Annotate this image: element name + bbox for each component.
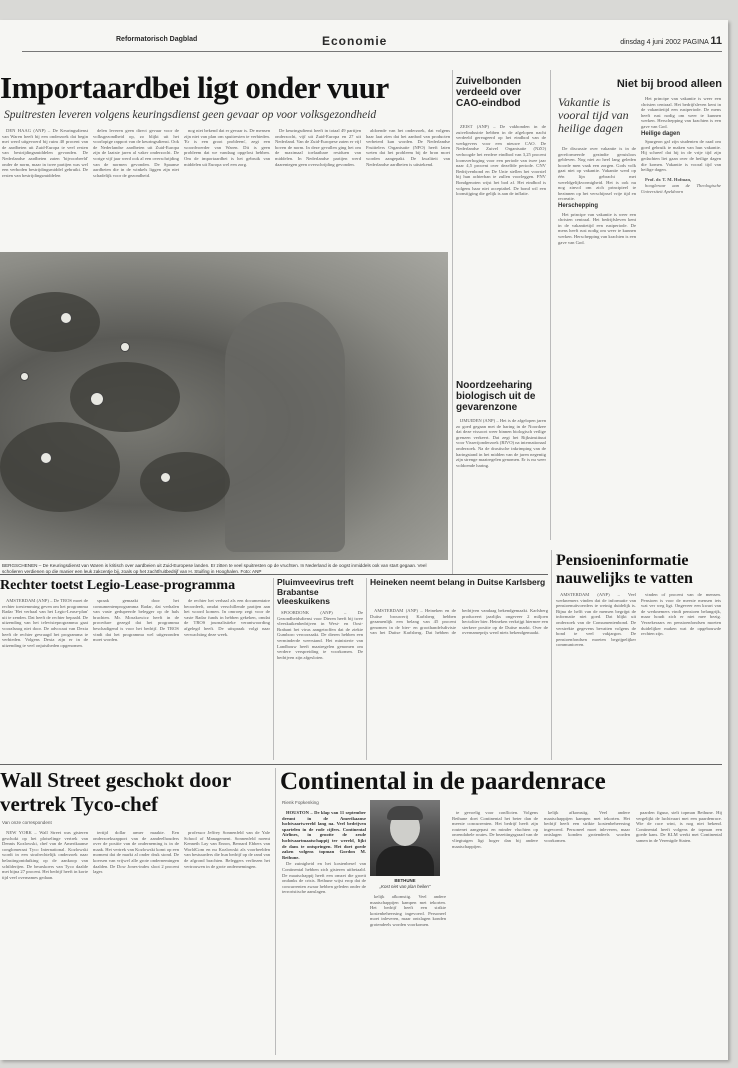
- pensioen-column-2: vinden of procent van de mensen. Pensioen is voor de meeste mensen iets wat ver weg ligt. Ongeveer een kwart van de werknemers vindt pensioen belangrijk, maar houdt zich er niet mee bezig. Verzekeraars en pensioenfondsen moeten duidelijker maken wat de opgebouwde rechten zijn.: [641, 592, 721, 637]
- photo-caption: BERGSCHENEN – De Keuringsdienst van Waren is kritisch over aardbeien uit Zuid-Europese landen. Er zitten te veel spuitresten op de vruchten. In Nederland is de oogst inmiddels ook van start gegaan. Veel scholieren verdienen op die manier een leuk zakcentje bij, zoals op het zachtfruitbedrijf van H. Stuifing in Hooghalen. Foto: ANP: [2, 563, 427, 574]
- page-date: dinsdag 4 juni 2002 PAGINA 11: [620, 35, 722, 47]
- photo-person: [225, 302, 345, 552]
- wallstreet-byline: Van onze correspondent: [2, 820, 52, 825]
- cao-headline: Zuivelbonden verdeeld over CAO-eindbod: [456, 76, 522, 109]
- newspaper-page: [0, 20, 728, 1060]
- continental-column-5: paarden figuur, stelt topman Bethune. Hij vergelijkt de luchtvaart met een paardenrace. Wie de race wint, is nog niet bekend. Continental heeft volgens de topman een goede kans. De KLM werkt met Continental samen in de Verenigde Staten.: [636, 810, 722, 843]
- bethune-portrait: [370, 800, 440, 876]
- continental-column-2: kelijk afkomstig. Veel andere maatschappijen kampen met tekorten. Het bedrijf heeft een strikte kostenbeheersing ingevoerd. Personeel moet inleveren, maar ontslagen konden grotendeels worden voorkomen.: [370, 894, 446, 927]
- lead-headline: Importaardbei ligt onder vuur: [0, 70, 389, 105]
- column-subhead-herschepping: Herschepping: [558, 202, 599, 209]
- lead-column-5: aldoende van het onderzoek, dat volgens haar laat zien dat het aanbod van producten verbeterd kan worden. De Nederlandse Fruittelers Organisatie (NFO) heeft laten weten dat het probleem bij de bron moet worden aangepakt. De kwaliteit van Nederlandse aardbeien is uitstekend.: [366, 128, 450, 167]
- wallstreet-column-3: professor Jeffrey Sonnenfeld van de Yale School of Management. Sonnenfeld noemt Kenneth Lay van Enron, Bernard Ebbers van WorldCom en nu Kozlowski als voorbeelden van bestuurders die hun bedrijf op de rand van de afgrond brachten. Beleggers verliezen het vertrouwen in de grote ondernemingen.: [184, 830, 270, 869]
- continental-headline: Continental in de paardenrace: [280, 768, 606, 795]
- legio-headline: Rechter toetst Legio-Lease-programma: [0, 578, 236, 593]
- heineken-article: AMSTERDAM (ANP) – Heineken en de Duitse brouwerij Karlsberg hebben gezamenlijk een belang van 45 procent genomen in de bier- en groothandelsdivisie van het Duitse Karlsberg. Dat hebben de bedrijven vandaag bekendgemaakt. Karlsberg produceert jaarlijks ongeveer 2 miljoen hectoliter bier. Heineken verkrijgt hiermee een sterkere positie op de Duitse markt. Over de overnameprijs werd niets bekendgemaakt.: [370, 608, 548, 636]
- cao-article: ZEIST (ANP) – De vakbonden in de zuivelindustrie hebben in de afgelopen nacht verdeeld gereageerd op het eindbod van de werkgevers voor een nieuwe CAO. De Nederlandse Zuivel Organisatie (NZO) verhoogde het eerdere eindbod van 3,25 procent loonsverhoging voor een periode van twee jaar naar 4,5 procent over dezelfde periode. CNV Bedrijvenbond en De Unie stellen het voorstel bij hun achterban te zullen voorleggen. FNV Bondgenoten wijst het bod af. Het eindbod is volgens haar niet acceptabel. De bond wil een loonstijging die gelijk is aan de inflatie.: [456, 124, 546, 197]
- wallstreet-column-2: tertijd dollar armer maakte. Een onderzoeksrapport van de aandeelhouders over de positie van de onderneming is in de maak. Het vertrek van Kozlowski komt op een moment dat de markt al onder druk stond. De koersen van vrijwel alle grote ondernemingen daalden. De Dow Jones-index sloot 2 procent lager.: [93, 830, 179, 875]
- lead-column-3: nog niet bekend dat er gevaar is. De mensen zijn niet van plan om spuitresten te verbieden. 'Er is een groot probleem', zegt een woordvoerder van Waren. Dit is geen probleem dat we vandaag opgelost hebben. Om de importaardbei is het gebruik van middelen uit Europa wel een zorg.: [184, 128, 270, 167]
- haring-article: IJMUIDEN (ANP) – Het is de afgelopen jaren zo goed gegaan met de haring in de Noordzee dat deze vissoort weer binnen biologisch veilige grenzen verkeert. Dat zegt het Rijksinstituut voor Visserijonderzoek (RIVO) na internationaal onderzoek. Na de drastische inkrimping van de haringstand in het midden van de jaren negentig zijn strenge maatregelen genomen. Er is nu weer voldoende haring.: [456, 418, 546, 468]
- haring-headline: Noordzeeharing biologisch uit de gevarenzone: [456, 380, 536, 413]
- lead-column-1: DEN HAAG (ANP) – De Keuringsdienst van Waren heeft bij een onderzoek dat begin mei werd uitgevoerd bij ruim 40 procent van de aardbeien uit Zuid-Europa te veel resten van bestrijdingsmiddelen gevonden. De Nederlandse aardbeien zaten 'bijvoorbeeld' onder de norm, maar in twee partijen was wel een verboden bestrijdingsmiddel gebruikt. De resten van bestrijdingsmiddelen: [2, 128, 88, 178]
- pluimvee-article: SPOORDONK (ANP) – De Gezondheidsdienst voor Dieren heeft bij twee vleeskuikenbedrijven in West- en Oost-Brabant het virus aangetroffen dat de ziekte Gumboro veroorzaakt. De dieren hebben een verminderde weerstand. Het ministerie van Landbouw heeft maatregelen genomen om verdere verspreiding te voorkomen. De bedrijven zijn afgesloten.: [277, 610, 363, 660]
- lead-column-4: De keuringsdienst heeft in totaal 49 partijen onderzocht, vijf uit Zuid-Europa en 27 uit Nederland. Van de Zuid-Europese zaten er vijf boven de norm. In deze gevallen ging het om de maximaal toelaatbare residuen van middelen. In Nederlandse partijen werd daarentegen geen overschrijding gevonden.: [275, 128, 361, 167]
- section-title: Economie: [322, 34, 388, 48]
- continental-column-4: kelijk afkomstig. Veel andere maatschappijen kampen met tekorten. Het bedrijf heeft een strikte kostenbeheersing ingevoerd. Personeel moet inleveren, maar ontslagen konden grotendeels worden voorkomen.: [544, 810, 630, 843]
- column-article-1: De discussie over vakantie is in de gereformeerde gezindte geruisloos gebleven. Nog niet zo heel lang geleden hoorde men vaak een zorgen. Gods volk gaat niet op vakantie. Vakantie werd op één lijn gebracht met wereldgelijkvormigheid. Het is ook nu nog zinvol om zich principieel te bezinnen op het verschijnsel vrije tijd en recreatie. Herschepping Het principe van vakantie is weer een christen centraal. Het bedrijfsleven kent in de vakantietijd een rustperiode. De mens heeft rust nodig om weer te kunnen werken. Herschepping van krachten is een gave van God.: [558, 146, 636, 245]
- legio-column-3: de rechter het verhaal als een documentaire beoordeelt, omdat verschillende partijen aan het woord komen. In omroep zegt voor de vaste Radar funds in hebben gekeken, omdat de TROS journalistieke verantwoording afgelegd heeft. De uitspraak volgt naar verwachting deze week.: [184, 598, 270, 637]
- continental-column-3: te gevoelig voor conflicten. Volgens Bethune doet Continental het beter dan de meeste concurrenten. Het bedrijf heeft zijn routenet aangepast en minder vluchten op onrendabele routes. De bezettingsgraad van de vliegtuigen ligt hoger dan bij andere maatschappijen.: [452, 810, 538, 849]
- heineken-headline: Heineken neemt belang in Duitse Karlsberg: [370, 577, 546, 587]
- column-author-role: hoogleraar aan de Theologische Universiteit Apeldoorn: [641, 183, 721, 194]
- paper-name: Reformatorisch Dagblad: [116, 36, 198, 43]
- masthead: [22, 34, 722, 52]
- wallstreet-column-1: NEW YORK – Wall Street was gisteren geschokt op het plotselinge vertrek van Dennis Kozlowski, chef van de Amerikaanse conglomeraat Tyco International. Kozlowski wordt in een strafrechtelijk onderzoek naar belastingontduiking op de aankoop van schilderijen. De beurskoers van Tyco daalde met bijna 27 procent. Het bedrijf heeft in korte tijd veel overnames gedaan.: [2, 830, 88, 880]
- lead-column-2: delen leveren geen direct gevaar voor de volksgezondheid op, zo blijkt uit het voorlopige rapport van de keuringsdienst. Ook de Nederlandse aardbeien uit Zuid-Europa zijn de laatste jaren al vaker onderzocht. De vorige vijf jaar werd ook al een overschrijding van de normen gevonden. De Spaanse aardbeien die in de winkels liggen zijn niet schadelijk voor de gezondheid.: [93, 128, 179, 178]
- continental-column-1: HOUSTON – De klap van 11 september dreunt in de Amerikaanse luchtvaartwereld lang na. Veel bedrijven spartelen in de rode cijfers. Continental Airlines, in grootte de zesde luchtvaartmaatschappij ter wereld, lijkt de dans te ontspringen. Het doet goede zaken volgens topman Gordon M. Bethune. De zuinigheid en het kostenbesef van Continental hebben zich gisteren uitbetaald. De maatschappij heeft een omzet die groeit ondanks de crisis. Bethune wijst erop dat de concurrenten zwaar hebben geleden onder de terroristische aanslagen.: [282, 810, 366, 895]
- pensioen-column-1: AMSTERDAM (ANP) – Veel werknemers vinden dat de informatie van pensioenuitvoerders te weinig duidelijk is. Bijna de helft van de mensen begrijpt de informatie niet goed. Dat blijkt uit onderzoek van de Consumentenbond. De verstrekte gegevens bevatten volgens de bond te veel vakjargon. De pensioenfondsen moeten begrijpelijker communiceren.: [556, 592, 636, 648]
- legio-column-1: AMSTERDAM (ANP) – De TROS moet de rechter toestemming geven om het programma Radar 'Het verhaal van het Legio-Lease-plan' uit te zenden. Dat heeft de rechter bepaald. De uitzending van het televisieprogramma gaat vooralsnog niet door. De advocaat van Dexia heeft de rechter gevraagd het programma te verbieden. Volgens Dexia zijn er in de uitzending te veel onjuistheden opgenomen.: [2, 598, 88, 648]
- column-label: Niet bij brood alleen: [616, 78, 722, 90]
- legio-column-2: spraak gemaakt door het consumentenprogramma Radar, dat verhalen van vaste gedupeerde belegger op de hals brachten. Mr. Moszkowicz heeft in de procedure gezegd dat het programma beschadigend is voor het bedrijf. De TROS vindt dat het programma wel uitgezonden moet worden.: [93, 598, 179, 643]
- column-article-2: Het principe van vakantie is weer een christen centraal. Het bedrijfsleven kent in de vakantietijd een rustperiode. De mens heeft rust nodig om weer te kunnen werken. Herschepping van krachten is een gave van God. Heilige dagen Spurgeon gaf zijn studenten de raad om goed gebruik te maken van hun vakantie. Hij schreef dat hij in de vrije tijd zijn gedachten liet gaan over de heilige dagen die komen. Vakantie is vooral tijd van heilige dagen. Prof. dr. T. M. Hofman, hoogleraar aan de Theologische Universiteit Apeldoorn: [641, 96, 721, 194]
- pensioen-headline: Pensioeninformatie nauwelijks te vatten: [556, 552, 693, 587]
- lead-subheadline: Spuitresten leveren volgens keuringsdienst geen gevaar op voor volksgezondheid: [4, 109, 377, 121]
- pluimvee-headline: Pluimveevirus treft Brabantse vleeskuikens: [277, 577, 354, 606]
- wallstreet-headline: Wall Street geschokt door vertrek Tyco-chef: [0, 768, 231, 816]
- strawberry-harvest-photo: [0, 252, 448, 560]
- portrait-caption: BETHUNE „Kost niet van plan heilen": [379, 878, 431, 889]
- continental-byline: Rienk Fopkenking: [282, 800, 319, 805]
- column-subhead-heilige-dagen: Heilige dagen: [641, 130, 681, 137]
- column-headline: Vakantie is vooral tijd van heilige dagen: [558, 95, 629, 135]
- column-author: Prof. dr. T. M. Hofman,: [645, 176, 692, 182]
